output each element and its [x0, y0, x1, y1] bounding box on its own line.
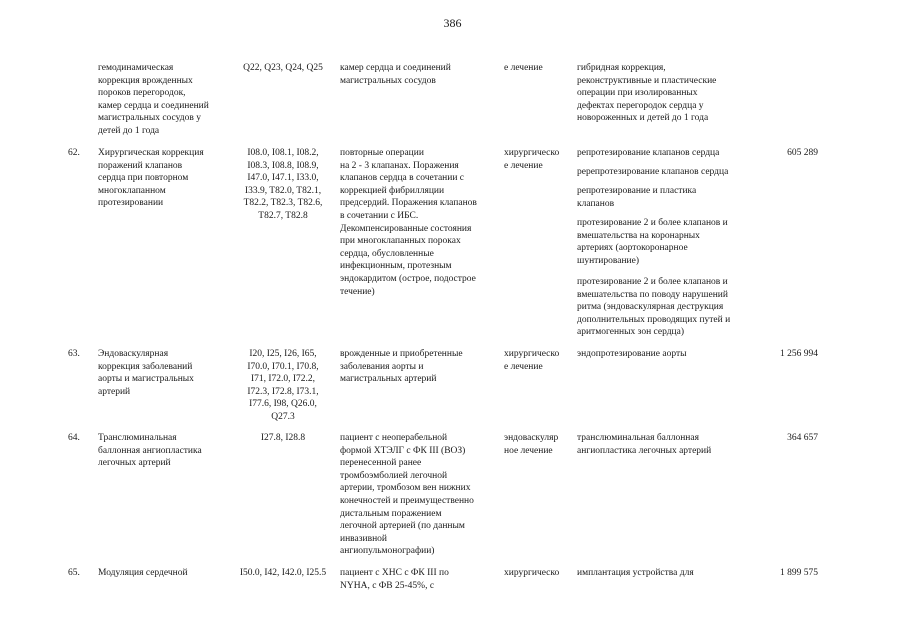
- row-treatment: хирургическо е лечение: [504, 349, 560, 372]
- row-name: Транслюминальная баллонная ангиопластика легочных артерий: [98, 433, 202, 469]
- row-treatment: эндоваскуляр ное лечение: [504, 433, 559, 456]
- row-method: гибридная коррекция, реконструктивные и пластические операции при изолированных дефектах перегородок сердца у новороженных и детей до 1 года: [577, 63, 717, 124]
- row-codes: I20, I25, I26, I65, I70.0, I70.1, I70.8, I71, I72.0, I72.2, I72.3, I72.8, I73.1, I77.6, I98, Q26.0, Q27.3: [247, 349, 319, 422]
- row-method: ререпротезирование клапанов сердца: [577, 167, 729, 177]
- row-codes: I08.0, I08.1, I08.2, I08.3, I08.8, I08.9, I47.0, I47.1, I33.0, I33.9, T82.0, T82.1, T82.2, T82.3, T82.6, T82.7, T82.8: [243, 148, 323, 221]
- row-treatment: е лечение: [504, 63, 543, 73]
- row-price: 1 256 994: [780, 349, 818, 359]
- row-name: Эндоваскулярная коррекция заболеваний аорты и магистральных артерий: [98, 349, 194, 397]
- row-method: репротезирование и пластика клапанов: [577, 186, 697, 209]
- page-number: 386: [443, 16, 462, 30]
- row-method: имплантация устройства для: [577, 568, 694, 578]
- row-number: 63.: [68, 349, 80, 359]
- row-model: пациент с неоперабельной формой ХТЭЛГ с ФК III (ВОЗ) перенесенной ранее тромбоэмболией легочной артерии, тромбозом вен нижних конечностей и преимущественно дистальным поражением легочной артерией (по данным инвазивной ангиопульмонографии): [340, 433, 474, 557]
- row-method: транслюминальная баллонная ангиопластика легочных артерий: [577, 433, 712, 456]
- row-price: 1 899 575: [780, 568, 818, 578]
- row-method: протезирование 2 и более клапанов и вмешательства на коронарных артериях (аортокоронарное шунтирование): [577, 218, 728, 266]
- row-price: 364 657: [787, 433, 818, 443]
- row-price: 605 289: [787, 148, 818, 158]
- row-model: врожденные и приобретенные заболевания аорты и магистральных артерий: [340, 349, 463, 385]
- row-number: 62.: [68, 148, 80, 158]
- row-number: 65.: [68, 568, 80, 578]
- row-number: 64.: [68, 433, 80, 443]
- row-model: пациент с ХНС с ФК III по NYHA, с ФВ 25-45%, с: [340, 568, 449, 591]
- row-name: Модуляция сердечной: [98, 568, 188, 578]
- row-codes: I50.0, I42, I42.0, I25.5: [239, 568, 327, 578]
- row-method: эндопротезирование аорты: [577, 349, 687, 359]
- row-method: протезирование 2 и более клапанов и вмешательства по поводу нарушений ритма (эндоваскулярная деструкция дополнительных проводящих путей и аритмогенных зон сердца): [577, 277, 731, 338]
- row-codes: I27.8, I28.8: [260, 433, 306, 443]
- row-name: гемодинамическая коррекция врожденных пороков перегородок, камер сердца и соединений магистральных сосудов у детей до 1 года: [98, 63, 209, 136]
- row-treatment: хирургическо е лечение: [504, 148, 560, 171]
- row-codes: Q22, Q23, Q24, Q25: [243, 63, 323, 73]
- row-treatment: хирургическо: [504, 568, 560, 578]
- row-model: повторные операции на 2 - 3 клапанах. Поражения клапанов сердца в сочетании с коррекцией фибрилляции предсердий. Поражения клапанов в сочетании с ИБС. Декомпенсированные состояния при многоклапанных пороках сердца, обусловленные инфекционным, протезным эндокардитом (острое, подострое течение): [340, 148, 477, 297]
- row-name: Хирургическая коррекция поражений клапанов сердца при повторном многоклапанном протезировании: [98, 148, 204, 209]
- row-method: репротезирование клапанов сердца: [577, 148, 720, 158]
- row-model: камер сердца и соединений магистральных сосудов: [340, 63, 451, 86]
